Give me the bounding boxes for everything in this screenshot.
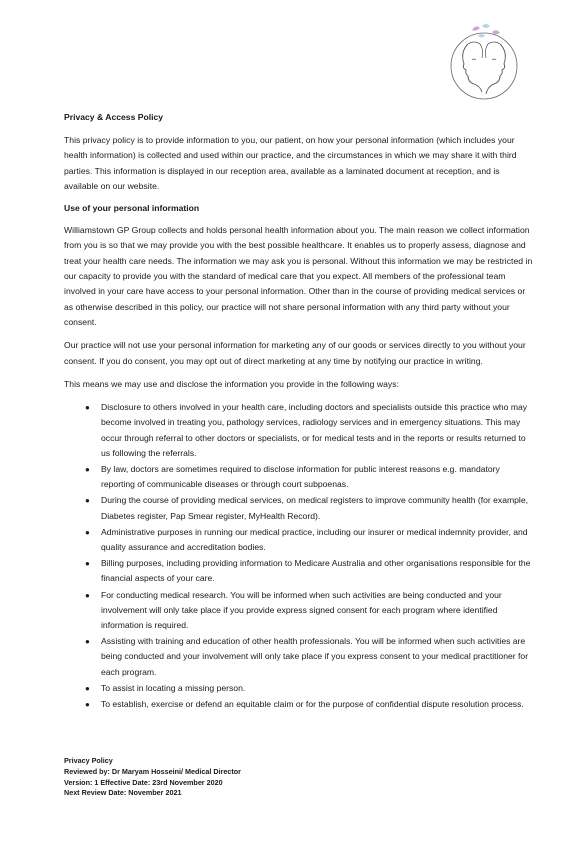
list-item-text: Assisting with training and education of other health professionals. You will be informed when such activities are being conducted and your involvement will only take place if you express consent to your medical practitioner for each program. — [101, 636, 529, 677]
disclosure-list — [64, 400, 534, 712]
bullet-icon: ● — [85, 527, 90, 537]
footer-reviewer: Reviewed by: Dr Maryam Hosseini/ Medical Director — [64, 766, 241, 776]
list-item-text: By law, doctors are sometimes required to disclose information for public interest reasons e.g. mandatory reporting of communicable diseases or through court subpoenas. — [101, 463, 500, 490]
list-item-text: Disclosure to others involved in your health care, including doctors and specialists outside this practice who may become involved in treating you, pathology services, radiology services and in emergency situations. This may occur through referral to other doctors or specialists, or for medical tests and in the reports or results returned to us following the referrals. — [101, 402, 528, 458]
document-title: Privacy & Access Policy — [64, 112, 164, 122]
list-item-text: To establish, exercise or defend an equitable claim or for the purpose of confidential dispute resolution process. — [101, 699, 524, 710]
list-item — [85, 493, 534, 523]
two-faces-line-art-logo — [438, 22, 524, 102]
list-item-text: Administrative purposes in running our medical practice, including our insurer or medical indemnity provider, and quality assurance and accreditation bodies. — [101, 526, 528, 552]
paragraph-collection: Williamstown GP Group collects and holds personal health information about you. The main reason we collect information from you is so that we may provide you with the best possible healthcare. It enables us to properly assess, diagnose and treat your health care needs. The information we may ask you is personal. Without this information we may be restricted in our capacity to provide you with the standard of medical care that you expect. All members of the professional team involved in your care have access to your personal information. Other than in the course of providing medical services or as otherwise described in this policy, our practice will not share personal information with any third party without your consent. — [64, 225, 533, 327]
list-item-text: During the course of providing medical services, on medical registers to improve community health (for example, Diabetes register, Pap Smear register, MyHealth Record). — [101, 495, 529, 521]
bullet-icon: ● — [85, 403, 90, 413]
section-heading: Use of your personal information — [64, 203, 200, 214]
list-item — [85, 634, 534, 680]
paragraph-disclosure-intro: This means we may use and disclose the information you provide in the following ways: — [64, 378, 400, 389]
bullet-icon: ● — [85, 559, 90, 569]
list-item — [85, 588, 534, 634]
footer-policy-name: Privacy Policy — [64, 756, 113, 765]
intro-paragraph: This privacy policy is to provide information to you, our patient, on how your personal information (which includes your health information) is collected and used within our practice, and the circumstances in which we may share it with third parties. This information is displayed in our reception area, available as a laminated document at reception, and is available on our website. — [64, 135, 517, 191]
bullet-icon: ● — [85, 590, 90, 600]
paragraph-marketing: Our practice will not use your personal information for marketing any of our goods or services directly to you without your consent. If you do consent, you may opt out of direct marketing at any time by notifying our practice in writing. — [64, 340, 526, 366]
list-item — [85, 556, 534, 586]
bullet-icon: ● — [85, 683, 90, 693]
footer-version: Version: 1 Effective Date: 23rd November 2020 — [64, 777, 223, 787]
footer-review-date: Next Review Date: November 2021 — [64, 788, 182, 798]
document-body — [64, 111, 534, 713]
bullet-icon: ● — [85, 700, 90, 710]
list-item — [85, 525, 534, 555]
bullet-icon: ● — [85, 496, 90, 506]
list-item-text: Billing purposes, including providing information to Medicare Australia and other organisations responsible for the financial aspects of your care. — [101, 558, 531, 584]
document-footer — [64, 756, 241, 799]
bullet-icon: ● — [85, 637, 90, 647]
list-item-text: For conducting medical research. You will be informed when such activities are being conducted and your involvement will only take place if you provide express signed consent for each program where identified information is required. — [101, 589, 502, 630]
list-item — [85, 681, 534, 696]
list-item — [85, 400, 534, 461]
bullet-icon: ● — [85, 464, 90, 474]
list-item-text: To assist in locating a missing person. — [101, 682, 246, 693]
list-item — [85, 697, 534, 712]
list-item — [85, 462, 534, 492]
